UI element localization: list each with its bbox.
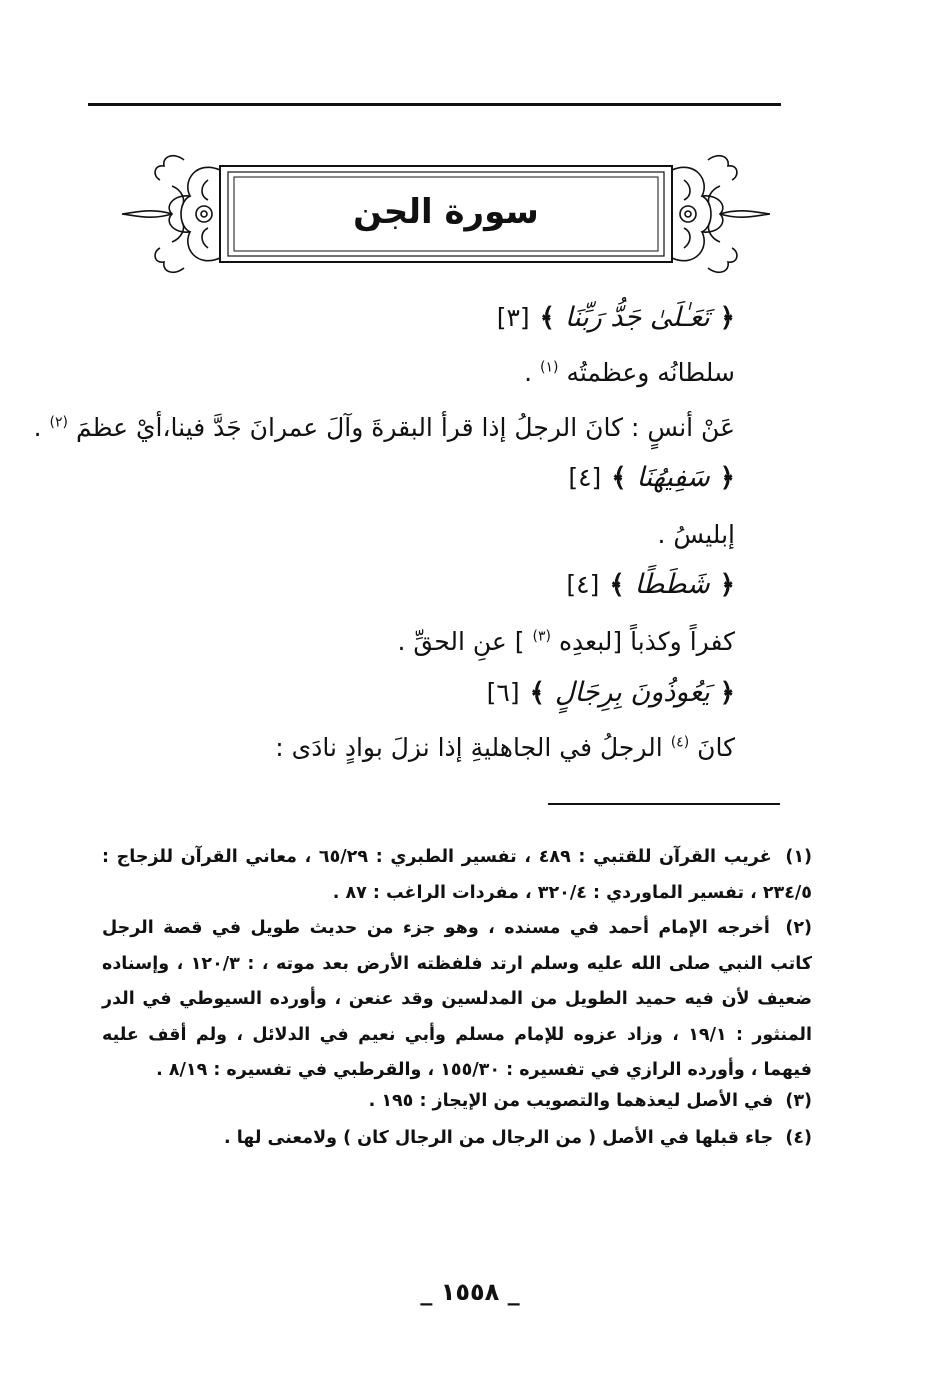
ornate-bracket-open: ﴿ — [719, 302, 735, 333]
footnote-ref: (٢) — [49, 414, 69, 431]
footnote — [102, 1121, 812, 1157]
gloss-text: إبليسُ . — [657, 520, 735, 549]
ornate-bracket-open: ﴿ — [719, 569, 735, 600]
ornate-bracket-close: ﴾ — [539, 302, 555, 333]
footnote-text: في الأصل ليعذهما والتصويب من الإيجاز : ١٩٥ . — [368, 1091, 774, 1111]
footnote-text: أخرجه الإمام أحمد في مسنده ، وهو جزء من حديث طويل في قصة الرجل كاتب النبي صلى الله عليه وسلم ارتد فلفظته الأرض بعد موته ، : ١٢٠/٣ ، وإسناده ضعيف لأن فيه حميد الطويل من المدلسين وقد عنعن ، وأورده السيوطي في الدر المنثور : ١٩/١ ، وزاد عزوه للإمام مسلم وأبي نعيم في الدلائل ، ولم أقف عليه فيهما ، وأورده الرازي في تفسيره : ١٥٥/٣٠ ، والقرطبي في تفسيره : ٨/١٩ . — [102, 918, 812, 1080]
verse-number: [٤] — [568, 463, 602, 492]
gloss-end: . — [33, 413, 42, 442]
footnote — [102, 1084, 812, 1120]
gloss-line — [524, 358, 735, 387]
gloss-text: كفراً وكذباً [لبعدِه — [558, 627, 735, 656]
surah-title-frame — [112, 150, 780, 278]
ornate-bracket-close: ﴾ — [529, 677, 545, 708]
gloss-text: كانَ — [697, 733, 735, 762]
footnote — [102, 840, 812, 911]
footnote-ref: (٤) — [670, 734, 690, 751]
footnote — [102, 911, 812, 1089]
page-number: _ ١٥٥٨ _ — [420, 1278, 520, 1306]
verse-text: يَعُوذُونَ بِرِجَالٍ — [554, 677, 710, 708]
gloss-end: الرجلُ في الجاهليةِ إذا نزلَ بوادٍ نادَى : — [275, 733, 663, 762]
gloss-end: ] عنِ الحقِّ . — [397, 627, 525, 656]
gloss-text: سلطانُه وعظمتُه — [566, 358, 735, 387]
footnote-ref: (٣) — [532, 628, 551, 645]
verse-number: [٦] — [486, 678, 520, 707]
verse-text: شَطَطًا — [634, 569, 710, 600]
gloss-line — [658, 520, 736, 549]
verse-line — [497, 302, 735, 333]
verse-line — [487, 677, 735, 708]
ornate-bracket-close: ﴾ — [609, 569, 625, 600]
footnote-number: (١) — [785, 847, 813, 867]
gloss-line — [34, 413, 735, 442]
surah-title: سورة الجن — [353, 192, 539, 232]
verse-line — [568, 462, 735, 493]
ornate-bracket-close: ﴾ — [611, 462, 627, 493]
footnote-number: (٢) — [785, 918, 812, 938]
verse-number: [٤] — [566, 570, 600, 599]
footnote-separator — [548, 803, 780, 805]
footnote-number: (٣) — [785, 1091, 812, 1111]
verse-number: [٣] — [496, 303, 530, 332]
verse-text: تَعَـٰلَىٰ جَدُّ رَبِّنَا — [564, 302, 710, 333]
verse-text: سَفِيهُنَا — [636, 462, 710, 493]
verse-line — [566, 569, 735, 600]
footnote-number: (٤) — [785, 1128, 812, 1148]
gloss-end: . — [524, 358, 533, 387]
ornate-bracket-open: ﴿ — [719, 677, 735, 708]
top-rule — [88, 103, 781, 106]
footnote-text: جاء قبلها في الأصل ( من الرجال من الرجال كان ) ولامعنى لها . — [223, 1128, 774, 1148]
footnote-ref: (١) — [540, 359, 559, 376]
gloss-line — [398, 627, 735, 656]
footnote-text: غريب القرآن للقتبي : ٤٨٩ ، تفسير الطبري : ٦٥/٢٩ ، معاني القرآن للزجاج : ٢٣٤/٥ ، تفسير الماوردي : ٣٢٠/٤ ، مفردات الراغب : ٨٧ . — [102, 847, 812, 903]
ornate-bracket-open: ﴿ — [719, 462, 735, 493]
gloss-text: عَنْ أنسٍ : كانَ الرجلُ إذا قرأ البقرةَ وآلَ عمرانَ جَدَّ فينا،أيْ عظمَ — [75, 413, 735, 442]
gloss-line — [275, 733, 735, 762]
